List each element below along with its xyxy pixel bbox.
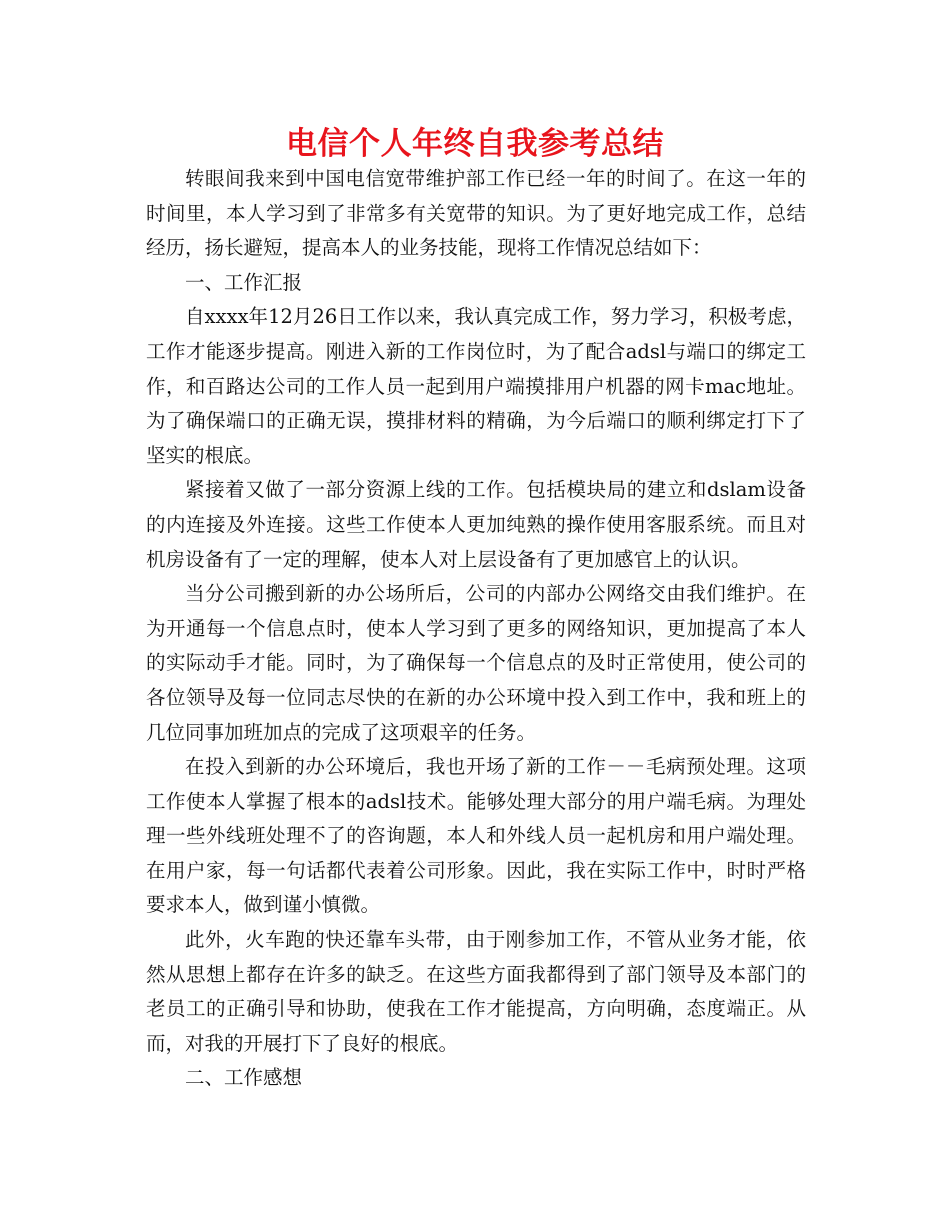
section-heading-work-report: 一、工作汇报 <box>185 270 303 294</box>
document-title: 电信个人年终自我参考总结 <box>286 126 664 162</box>
paragraph-work-start: 自xxxx年12月26日工作以来，我认真完成工作，努力学习，积极考虑，工作才能逐步提高。刚进入新的工作岗位时，为了配合adsl与端口的绑定工作，和百路达公司的工作人员一起到用户端摸排用户机器的网卡mac地址。为了确保端口的正确无误，摸排材料的精确，为今后端口的顺利绑定打下了坚实的根底。 <box>146 305 806 467</box>
paragraph-fault-preprocessing: 在投入到新的办公环境后，我也开场了新的工作－－毛病预处理。这项工作使本人掌握了根本的adsl技术。能够处理大部分的用户端毛病。为理处理一些外线班处理不了的咨询题，本人和外线人员一起机房和用户端处理。在用户家，每一句话都代表着公司形象。因此，我在实际工作中，时时严格要求本人，做到谨小慎微。 <box>146 755 806 917</box>
section-heading-work-thoughts: 二、工作感想 <box>185 1066 303 1090</box>
document-body <box>146 162 806 1096</box>
paragraph-intro: 转眼间我来到中国电信宽带维护部工作已经一年的时间了。在这一年的时间里，本人学习到了非常多有关宽带的知识。为了更好地完成工作，总结经历，扬长避短，提高本人的业务技能，现将工作情况总结如下： <box>146 167 806 260</box>
paragraph-guidance: 此外，火车跑的快还靠车头带，由于刚参加工作，不管从业务才能，依然从思想上都存在许多的缺乏。在这些方面我都得到了部门领导及本部门的老员工的正确引导和协助，使我在工作才能提高，方向明确，态度端正。从而，对我的开展打下了良好的根底。 <box>146 928 806 1055</box>
paragraph-resource-online: 紧接着又做了一部分资源上线的工作。包括模块局的建立和dslam设备的内连接及外连接。这些工作使本人更加纯熟的操作使用客服系统。而且对机房设备有了一定的理解，使本人对上层设备有了更加感官上的认识。 <box>146 478 806 571</box>
paragraph-office-network: 当分公司搬到新的办公场所后，公司的内部办公网络交由我们维护。在为开通每一个信息点时，使本人学习到了更多的网络知识，更加提高了本人的实际动手才能。同时，为了确保每一个信息点的及时正常使用，使公司的各位领导及每一位同志尽快的在新的办公环境中投入到工作中，我和班上的几位同事加班加点的完成了这项艰辛的任务。 <box>146 582 806 744</box>
